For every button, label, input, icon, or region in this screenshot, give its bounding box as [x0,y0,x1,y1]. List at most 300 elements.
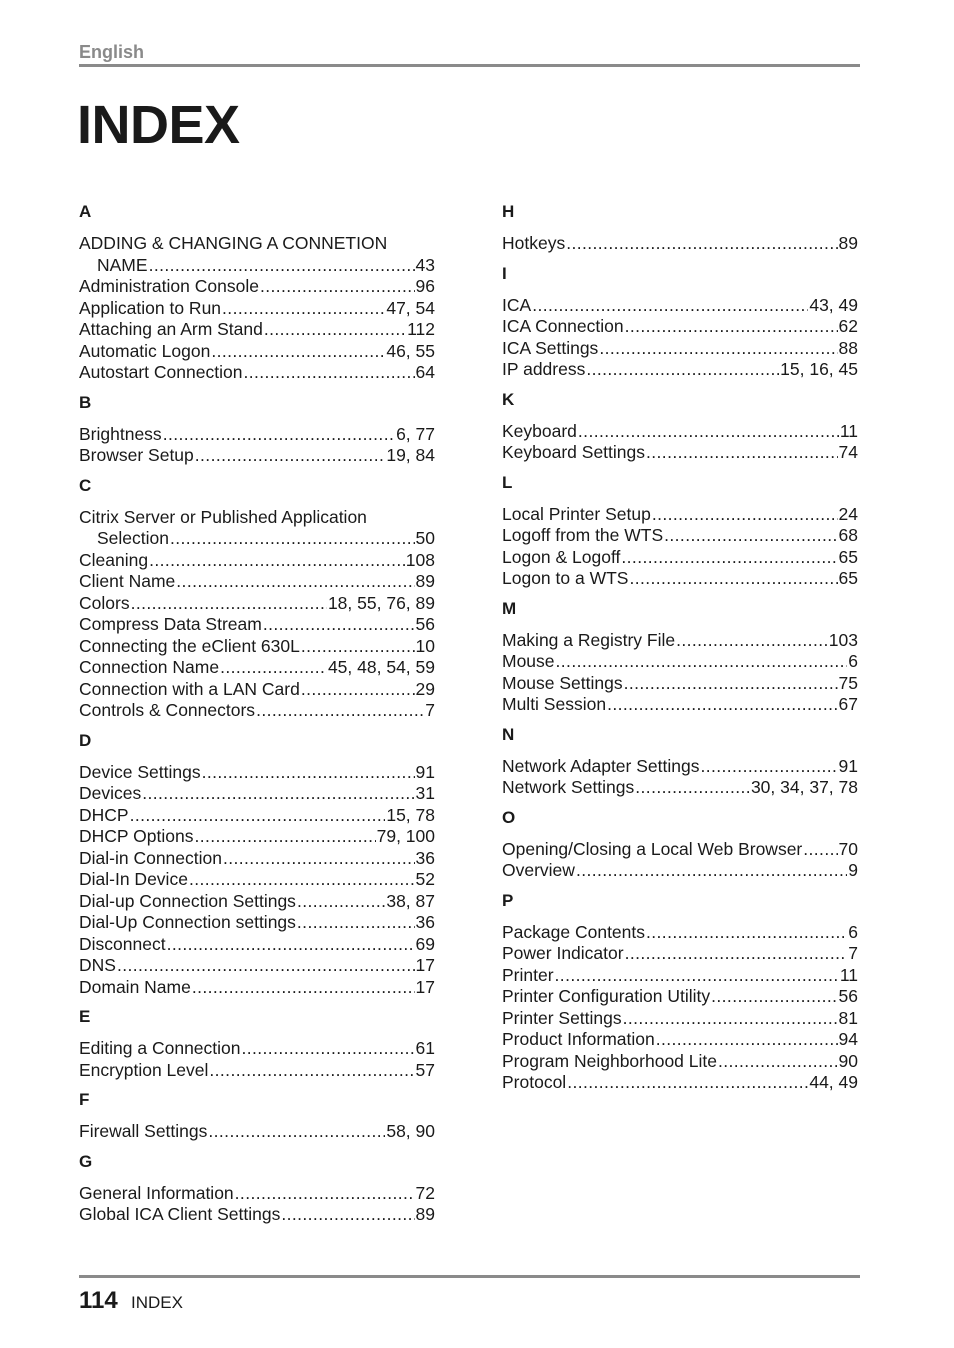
entry-term: DHCP [79,804,129,825]
section-letter: G [79,1151,93,1171]
index-entry [79,1121,435,1143]
entry-line [79,805,435,827]
entry-line [79,445,435,467]
index-entry [79,507,435,550]
entry-term: Product Information [502,1029,655,1049]
dot-leader [167,934,415,956]
index-entry [79,657,435,679]
dot-leader [170,528,415,550]
entry-pages: 50 [415,528,435,548]
entry-pages: 91 [838,755,858,776]
entry-pages: 58, 90 [386,1121,435,1141]
entry-pages: 19, 84 [386,445,435,465]
entry-pages: 44, 49 [809,1072,858,1092]
entry-term: Colors [79,592,130,613]
entry-term: Protocol [502,1072,567,1092]
entry-line [502,756,858,778]
entry-line [79,255,435,277]
entry-term: Connection with a LAN Card [79,678,300,699]
entry-term: Administration Console [79,276,259,296]
entry-line [79,657,435,679]
index-entry [502,338,858,360]
section-letter: P [502,890,514,910]
index-entry [502,839,858,861]
entry-line [502,860,858,882]
dot-leader [297,912,415,934]
dot-leader [130,805,386,827]
index-entry [502,295,858,317]
index-entry [79,445,435,467]
index-entry [502,568,858,590]
entry-term: Power Indicator [502,943,624,963]
index-entry [79,593,435,615]
entry-pages: 89 [415,571,435,591]
entry-pages: 52 [415,869,435,889]
entry-line [502,316,858,338]
index-entry [79,233,435,276]
index-entry [502,673,858,695]
dot-leader [176,571,414,593]
index-entry [79,319,435,341]
dot-leader [195,445,386,467]
entry-line [502,943,858,965]
index-entry [502,442,858,464]
entry-term: Logon to a WTS [502,568,629,588]
index-entry [79,700,435,722]
entry-line [79,1038,435,1060]
entry-term: Global ICA Client Settings [79,1204,281,1224]
entry-line [79,977,435,999]
index-section [79,1089,435,1143]
index-entry [79,341,435,363]
entry-pages: 43 [415,254,435,275]
entry-line [79,341,435,363]
dot-leader [149,255,415,277]
entry-line [79,319,435,341]
dot-leader [652,504,838,526]
section-letter: K [502,389,515,409]
index-entry [502,1008,858,1030]
entry-line [79,700,435,722]
entry-term: Logon & Logoff [502,546,621,567]
index-section [502,807,858,882]
entry-term: General Information [79,1182,234,1203]
entry-line [502,1072,858,1094]
entry-line [79,528,435,550]
index-entry [79,636,435,658]
index-entry [502,986,858,1008]
index-section [79,730,435,999]
entry-pages: 56 [838,986,858,1006]
entry-term: Overview [502,860,575,880]
entry-line [79,762,435,784]
index-entry [79,912,435,934]
entry-term: Selection [97,528,169,548]
entry-line [502,233,858,255]
entry-pages: 7 [848,943,858,963]
entry-term: Keyboard Settings [502,442,646,462]
entry-line [502,630,858,652]
dot-leader [301,679,415,701]
entry-term: Hotkeys [502,233,566,253]
entry-pages: 31 [415,783,435,803]
index-entry [79,1183,435,1205]
entry-pages: 18, 55, 76, 89 [327,592,435,613]
entry-term: Logoff from the WTS [502,525,664,545]
entry-pages: 81 [838,1007,858,1028]
index-entry [79,977,435,999]
entry-term: Client Name [79,571,176,591]
dot-leader [297,891,385,913]
index-entry [79,679,435,701]
section-letter: L [502,472,513,492]
entry-line [502,442,858,464]
section-letter: N [502,724,515,744]
index-section [502,598,858,716]
index-entry [502,547,858,569]
entry-heading: ADDING & CHANGING A CONNETION [79,233,388,253]
entry-line [502,673,858,695]
entry-term: DHCP Options [79,826,194,846]
entry-line [502,1008,858,1030]
section-letter: C [79,475,92,495]
entry-pages: 43, 49 [809,294,858,315]
index-section [502,472,858,590]
dot-leader [223,848,415,870]
entry-term: Connecting the eClient 630L [79,635,300,656]
index-entry [502,630,858,652]
entry-pages: 65 [838,546,858,567]
index-entry [502,860,858,882]
dot-leader [625,316,838,338]
entry-pages: 47, 54 [386,297,435,318]
dot-leader [281,1204,414,1226]
section-letter: O [502,807,516,827]
entry-pages: 96 [415,276,435,296]
index-entry [502,233,858,255]
dot-leader [142,783,414,805]
entry-term: Printer Configuration Utility [502,986,711,1006]
entry-term: Opening/Closing a Local Web Browser [502,838,803,859]
index-entry [502,504,858,526]
index-entry [79,891,435,913]
index-section [79,201,435,384]
index-entry [502,421,858,443]
entry-line [502,525,858,547]
entry-line [79,424,435,446]
index-entry [79,1038,435,1060]
entry-term: Program Neighborhood Lite [502,1050,717,1071]
section-letter: M [502,598,517,618]
entry-term: ICA Connection [502,316,624,336]
entry-pages: 69 [415,933,435,954]
entry-line [79,934,435,956]
dot-leader [599,338,837,360]
entry-line [502,922,858,944]
entry-line [502,965,858,987]
index-entry [79,298,435,320]
language-label: English [79,42,145,62]
entry-line [79,1121,435,1143]
entry-line [79,848,435,870]
dot-leader [624,673,838,695]
dot-leader [532,295,808,317]
index-entry [79,762,435,784]
entry-line [79,298,435,320]
dot-leader [211,341,385,363]
entry-term: Application to Run [79,297,222,318]
index-entry [502,1029,858,1051]
index-entry [79,276,435,298]
entry-line [502,694,858,716]
index-column-right [502,198,858,1102]
entry-pages: 29 [415,678,435,699]
index-section [79,1151,435,1226]
index-entry [502,965,858,987]
dot-leader [163,424,395,446]
entry-line [79,826,435,848]
entry-term: ICA [502,294,532,315]
entry-pages: 46, 55 [386,340,435,361]
entry-line [502,1051,858,1073]
entry-pages: 62 [838,316,858,336]
entry-term: Mouse Settings [502,672,623,693]
page-number: 114 [79,1287,118,1314]
entry-pages: 75 [838,672,858,693]
index-entry [79,826,435,848]
section-letter: D [79,730,92,750]
entry-term: Network Adapter Settings [502,755,700,776]
index-entry [79,424,435,446]
index-entry [502,922,858,944]
entry-term: Multi Session [502,694,607,714]
entry-line [502,777,858,799]
dot-leader [664,525,837,547]
dot-leader [578,421,839,443]
entry-line [502,359,858,381]
entry-pages: 7 [425,700,435,720]
index-entry [502,316,858,338]
entry-term: Connection Name [79,657,220,677]
dot-leader [209,1060,414,1082]
entry-pages: 112 [407,319,435,339]
index-section [79,475,435,722]
dot-leader [235,1183,415,1205]
entry-pages: 79, 100 [376,826,435,846]
entry-pages: 72 [415,1182,435,1203]
entry-pages: 36 [415,847,435,868]
entry-term: DNS [79,955,116,975]
entry-pages: 89 [838,233,858,253]
entry-line [79,869,435,891]
dot-leader [556,651,848,673]
entry-line [79,891,435,913]
dot-leader [656,1029,838,1051]
entry-pages: 6, 77 [396,423,435,444]
index-section [502,263,858,381]
entry-term: Mouse [502,651,555,671]
entry-line [79,636,435,658]
index-entry [79,934,435,956]
entry-term: Brightness [79,423,162,444]
index-entry [502,651,858,673]
entry-line [502,421,858,443]
dot-leader [567,1072,808,1094]
entry-term: Disconnect [79,933,166,954]
section-letter: E [79,1007,91,1026]
entry-term: NAME [97,254,148,275]
entry-line [502,547,858,569]
dot-leader [222,298,385,320]
dot-leader [243,362,414,384]
dot-leader [202,762,415,784]
index-entry [79,869,435,891]
dot-leader [555,965,839,987]
dot-leader [629,568,837,590]
index-section [79,392,435,467]
dot-leader [149,550,405,572]
section-letter: B [79,392,92,412]
entry-pages: 103 [828,629,858,650]
index-section [502,201,858,255]
entry-pages: 74 [838,442,858,462]
dot-leader [711,986,837,1008]
index-entry [79,614,435,636]
entry-pages: 94 [838,1029,858,1049]
entry-line [502,338,858,360]
dot-leader [264,319,406,341]
entry-line [79,955,435,977]
dot-leader [192,977,415,999]
dot-leader [718,1051,838,1073]
entry-line [79,1204,435,1226]
index-entry [502,777,858,799]
entry-term: Network Settings [502,777,635,797]
index-entry [502,1051,858,1073]
index-entry [79,1204,435,1226]
entry-term: Device Settings [79,761,201,782]
dot-leader [263,614,415,636]
dot-leader [646,922,847,944]
index-entry [502,943,858,965]
entry-pages: 6 [848,921,858,942]
entry-pages: 45, 48, 54, 59 [327,657,435,677]
entry-term: Domain Name [79,976,191,997]
index-entry [502,525,858,547]
entry-line [502,504,858,526]
entry-pages: 88 [838,337,858,358]
entry-term: Cleaning [79,549,149,570]
dot-leader [242,1038,415,1060]
entry-pages: 68 [838,525,858,545]
entry-term: Firewall Settings [79,1121,208,1141]
entry-term: Editing a Connection [79,1038,241,1058]
entry-line [79,1060,435,1082]
dot-leader [803,839,837,861]
section-letter: H [502,202,515,221]
entry-term: Dial-Up Connection settings [79,912,296,932]
entry-line [79,783,435,805]
entry-line [502,568,858,590]
entry-pages: 70 [838,838,858,859]
entry-pages: 15, 78 [386,804,435,825]
entry-pages: 108 [405,549,435,570]
header-divider [79,64,860,67]
index-section [502,724,858,799]
dot-leader [646,442,838,464]
entry-pages: 57 [415,1059,435,1080]
index-entry [79,805,435,827]
index-entry [79,955,435,977]
footer-label: INDEX [131,1293,183,1312]
entry-heading: Citrix Server or Published Application [79,506,367,527]
entry-line [502,839,858,861]
entry-pages: 56 [415,614,435,634]
index-entry [502,756,858,778]
entry-term: Dial-up Connection Settings [79,890,296,911]
entry-pages: 17 [415,976,435,997]
dot-leader [623,1008,838,1030]
entry-term: Package Contents [502,921,646,942]
dot-leader [301,636,415,658]
entry-term: Controls & Connectors [79,700,256,720]
dot-leader [220,657,327,679]
entry-pages: 90 [838,1050,858,1071]
entry-term: Dial-In Device [79,869,188,889]
dot-leader [194,826,375,848]
entry-term: Dial-in Connection [79,847,222,868]
entry-term: ICA Settings [502,337,599,358]
entry-line [79,593,435,615]
dot-leader [576,860,847,882]
dot-leader [586,359,779,381]
entry-pages: 10 [415,635,435,656]
dot-leader [208,1121,385,1143]
entry-pages: 36 [415,912,435,932]
entry-line [79,1183,435,1205]
entry-pages: 24 [838,503,858,524]
dot-leader [117,955,415,977]
entry-pages: 64 [415,362,435,382]
entry-pages: 89 [415,1204,435,1224]
index-column-left [79,198,435,1234]
dot-leader [607,694,837,716]
entry-line [502,651,858,673]
entry-pages: 30, 34, 37, 78 [750,777,858,797]
section-letter: A [79,202,92,221]
entry-term: Printer Settings [502,1007,622,1028]
index-entry [79,848,435,870]
index-entry [502,694,858,716]
entry-term: Autostart Connection [79,362,243,382]
index-section [502,389,858,464]
index-entry [79,1060,435,1082]
entry-line [79,679,435,701]
index-section [79,1006,435,1081]
dot-leader [260,276,415,298]
entry-term: Browser Setup [79,445,194,465]
entry-line [502,986,858,1008]
index-entry [79,783,435,805]
entry-term: Devices [79,783,142,803]
entry-line [79,614,435,636]
dot-leader [676,630,828,652]
index-section [502,890,858,1094]
entry-pages: 11 [839,420,858,441]
entry-term: Keyboard [502,420,577,441]
index-entry [79,571,435,593]
index-entry [79,550,435,572]
